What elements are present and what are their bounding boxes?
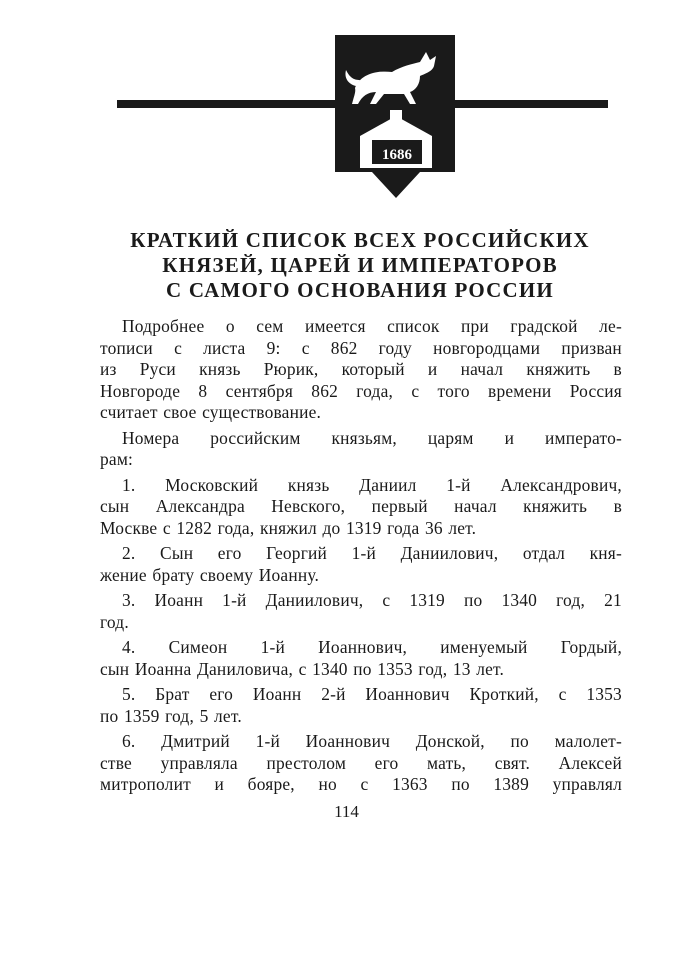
word: до bbox=[322, 517, 341, 538]
word: 5 bbox=[199, 705, 209, 726]
word: Георгий bbox=[266, 543, 328, 563]
paragraph bbox=[100, 543, 622, 586]
word: царям bbox=[427, 427, 474, 448]
word: свят. bbox=[494, 752, 531, 773]
word: времени bbox=[488, 380, 552, 401]
word: Россия bbox=[569, 380, 622, 401]
text-line bbox=[100, 428, 622, 450]
word: малолет- bbox=[554, 731, 622, 751]
word: 1319 bbox=[409, 590, 445, 610]
word: года, bbox=[217, 517, 255, 538]
word: Иоанн bbox=[252, 684, 302, 704]
word: Подробнее bbox=[122, 316, 205, 336]
word: брату bbox=[152, 564, 195, 585]
word: год, bbox=[165, 705, 195, 726]
word: князь bbox=[199, 359, 241, 379]
word: с bbox=[162, 517, 171, 538]
text-line bbox=[100, 590, 622, 612]
word: год, bbox=[556, 590, 586, 610]
word: Александра bbox=[155, 496, 245, 516]
word: 1282 bbox=[176, 517, 212, 538]
word: имеется bbox=[304, 316, 366, 336]
text-line bbox=[100, 659, 622, 681]
word: 13 bbox=[452, 658, 471, 679]
word: 1363 bbox=[392, 774, 428, 794]
text-line bbox=[100, 684, 622, 706]
word: с bbox=[558, 684, 567, 704]
word: Руси bbox=[139, 359, 176, 379]
word: Новгороде bbox=[100, 380, 181, 401]
word: и bbox=[214, 774, 225, 794]
word: тописи bbox=[100, 337, 153, 358]
word: в bbox=[613, 359, 622, 379]
word: с bbox=[174, 337, 182, 358]
text-line bbox=[100, 359, 622, 381]
word: ле- bbox=[599, 316, 622, 336]
word: митрополит bbox=[100, 774, 191, 794]
word: году bbox=[378, 337, 412, 358]
word: по bbox=[464, 590, 483, 610]
paragraph bbox=[100, 684, 622, 727]
word: Московский bbox=[165, 474, 259, 495]
word: с bbox=[382, 590, 391, 610]
word: Брат bbox=[155, 684, 190, 704]
word: княжить bbox=[523, 496, 588, 516]
text-line bbox=[100, 706, 622, 728]
word: 1340 bbox=[501, 590, 538, 610]
text-line bbox=[100, 565, 622, 587]
text-line bbox=[100, 543, 622, 565]
title-line-2: КНЯЗЕЙ, ЦАРЕЙ И ИМПЕРАТОРОВ bbox=[162, 253, 558, 277]
text-line bbox=[100, 402, 622, 424]
text-line bbox=[100, 731, 622, 753]
word: престолом bbox=[266, 752, 347, 773]
page-number: 114 bbox=[334, 802, 359, 821]
word: 5. bbox=[122, 684, 136, 704]
word: его bbox=[217, 543, 242, 563]
word: Александрович, bbox=[500, 474, 622, 495]
title-line-1: КРАТКИЙ СПИСОК ВСЕХ РОССИЙСКИХ bbox=[130, 228, 590, 252]
word: 1-й bbox=[351, 543, 377, 563]
word: года, bbox=[356, 380, 394, 401]
word: Невского, bbox=[271, 496, 346, 516]
word: начал bbox=[460, 359, 504, 379]
text-line bbox=[100, 496, 622, 518]
word: 1-й bbox=[446, 474, 471, 495]
word: листа bbox=[203, 337, 246, 358]
word: его bbox=[209, 684, 234, 704]
word: жение bbox=[100, 564, 147, 585]
word: по bbox=[451, 774, 470, 794]
word: Алексей bbox=[558, 752, 622, 773]
word: по bbox=[353, 658, 372, 679]
paragraph bbox=[100, 590, 622, 633]
word: российским bbox=[210, 427, 301, 448]
word: при bbox=[461, 316, 489, 336]
word: бояре, bbox=[247, 774, 295, 794]
word: кня- bbox=[589, 543, 622, 563]
word: Донской, bbox=[415, 731, 485, 751]
text-line bbox=[100, 338, 622, 360]
word: и bbox=[504, 427, 515, 448]
word: 4. bbox=[122, 637, 136, 657]
word: 2-й bbox=[321, 684, 346, 704]
text-line bbox=[100, 381, 622, 403]
text-line bbox=[100, 475, 622, 497]
word: о bbox=[225, 316, 235, 336]
word: 1-й bbox=[260, 637, 286, 657]
page-title bbox=[60, 228, 660, 303]
word: князь bbox=[287, 474, 330, 495]
word: 1-й bbox=[222, 590, 247, 610]
text-line bbox=[100, 753, 622, 775]
paragraph bbox=[100, 731, 622, 796]
word: его bbox=[374, 752, 399, 773]
emblem-year: 1686 bbox=[382, 147, 412, 163]
word: лет. bbox=[476, 658, 505, 679]
word: 862 bbox=[311, 380, 338, 401]
word: Иоаннович bbox=[365, 684, 450, 704]
word: управлял bbox=[552, 774, 622, 794]
text-line bbox=[100, 774, 622, 796]
word: список bbox=[387, 316, 440, 336]
word: 3. bbox=[122, 590, 136, 610]
body-text bbox=[100, 316, 622, 796]
word: отдал bbox=[522, 543, 566, 563]
text-line bbox=[100, 316, 622, 338]
word: 1. bbox=[122, 474, 136, 495]
word: Иоаннович, bbox=[318, 637, 408, 657]
word: первый bbox=[371, 496, 428, 516]
word: рам: bbox=[100, 449, 134, 469]
word: с bbox=[411, 380, 420, 401]
city-emblem bbox=[0, 0, 693, 220]
word: Москве bbox=[100, 517, 158, 538]
word: с bbox=[360, 774, 369, 794]
word: Иоанн bbox=[154, 590, 204, 610]
word: год. bbox=[100, 611, 129, 632]
word: княжить bbox=[526, 359, 591, 379]
text-line bbox=[100, 637, 622, 659]
word: сентября bbox=[225, 380, 294, 401]
word: 1319 bbox=[345, 517, 382, 538]
word: сем bbox=[256, 316, 284, 336]
word: 1359 bbox=[123, 705, 160, 726]
word: Иоанна bbox=[134, 658, 192, 679]
word: Рюрик, bbox=[263, 359, 319, 379]
word: призван bbox=[561, 337, 622, 358]
paragraph bbox=[100, 316, 622, 424]
word: князьям, bbox=[331, 427, 397, 448]
word: по bbox=[510, 731, 529, 751]
word: Симеон bbox=[168, 637, 228, 657]
title-line-3: С САМОГО ОСНОВАНИЯ РОССИИ bbox=[166, 278, 554, 302]
word: Даниловича, bbox=[196, 658, 294, 679]
word: императо- bbox=[545, 427, 622, 448]
word: 2. bbox=[122, 543, 136, 563]
word: 862 bbox=[330, 337, 358, 358]
word: начал bbox=[454, 496, 497, 516]
word: 1353 bbox=[586, 684, 622, 704]
word: который bbox=[341, 359, 405, 379]
word: Даниилович, bbox=[400, 543, 499, 563]
word: Даниилович, bbox=[265, 590, 364, 610]
word: 21 bbox=[604, 590, 622, 610]
word: Иоаннович bbox=[305, 731, 391, 751]
word: новгородцами bbox=[433, 337, 541, 358]
word: градской bbox=[510, 316, 578, 336]
text-line bbox=[100, 612, 622, 634]
paragraph bbox=[100, 475, 622, 540]
word: сын bbox=[100, 658, 130, 679]
word: управляла bbox=[160, 752, 238, 773]
word: 6. bbox=[122, 731, 136, 751]
word: именуемый bbox=[440, 637, 528, 657]
word: Иоанну. bbox=[258, 564, 320, 585]
word: 36 bbox=[424, 517, 443, 538]
word: лет. bbox=[448, 517, 477, 538]
word: свое bbox=[163, 402, 197, 422]
word: год, bbox=[418, 658, 448, 679]
word: стве bbox=[100, 752, 132, 773]
word: считает bbox=[100, 402, 158, 422]
word: по bbox=[100, 705, 119, 726]
paragraph bbox=[100, 428, 622, 471]
word: с bbox=[301, 337, 310, 358]
word: Номера bbox=[122, 427, 180, 448]
word: Кроткий, bbox=[469, 684, 539, 704]
word: и bbox=[427, 359, 438, 379]
word: 1-й bbox=[255, 731, 280, 751]
word: 1389 bbox=[493, 774, 529, 794]
word: в bbox=[613, 496, 622, 516]
word: 9: bbox=[266, 337, 281, 358]
word: 8 bbox=[198, 380, 208, 401]
word: Гордый, bbox=[560, 637, 622, 657]
text-line bbox=[100, 449, 622, 471]
word: существование. bbox=[202, 402, 322, 422]
word: с bbox=[298, 658, 307, 679]
text-line bbox=[100, 518, 622, 540]
word: 1340 bbox=[312, 658, 348, 679]
paragraph bbox=[100, 637, 622, 680]
word: мать, bbox=[427, 752, 467, 773]
word: 1353 bbox=[377, 658, 413, 679]
word: лет. bbox=[214, 705, 242, 726]
word: Дмитрий bbox=[161, 731, 230, 751]
word: княжил bbox=[259, 517, 317, 538]
word: Даниил bbox=[359, 474, 417, 495]
word: того bbox=[437, 380, 470, 401]
word: года bbox=[387, 517, 420, 538]
word: Сын bbox=[160, 543, 194, 563]
word: сын bbox=[100, 496, 130, 516]
word: своему bbox=[199, 564, 254, 585]
word: из bbox=[100, 359, 117, 379]
word: но bbox=[318, 774, 337, 794]
